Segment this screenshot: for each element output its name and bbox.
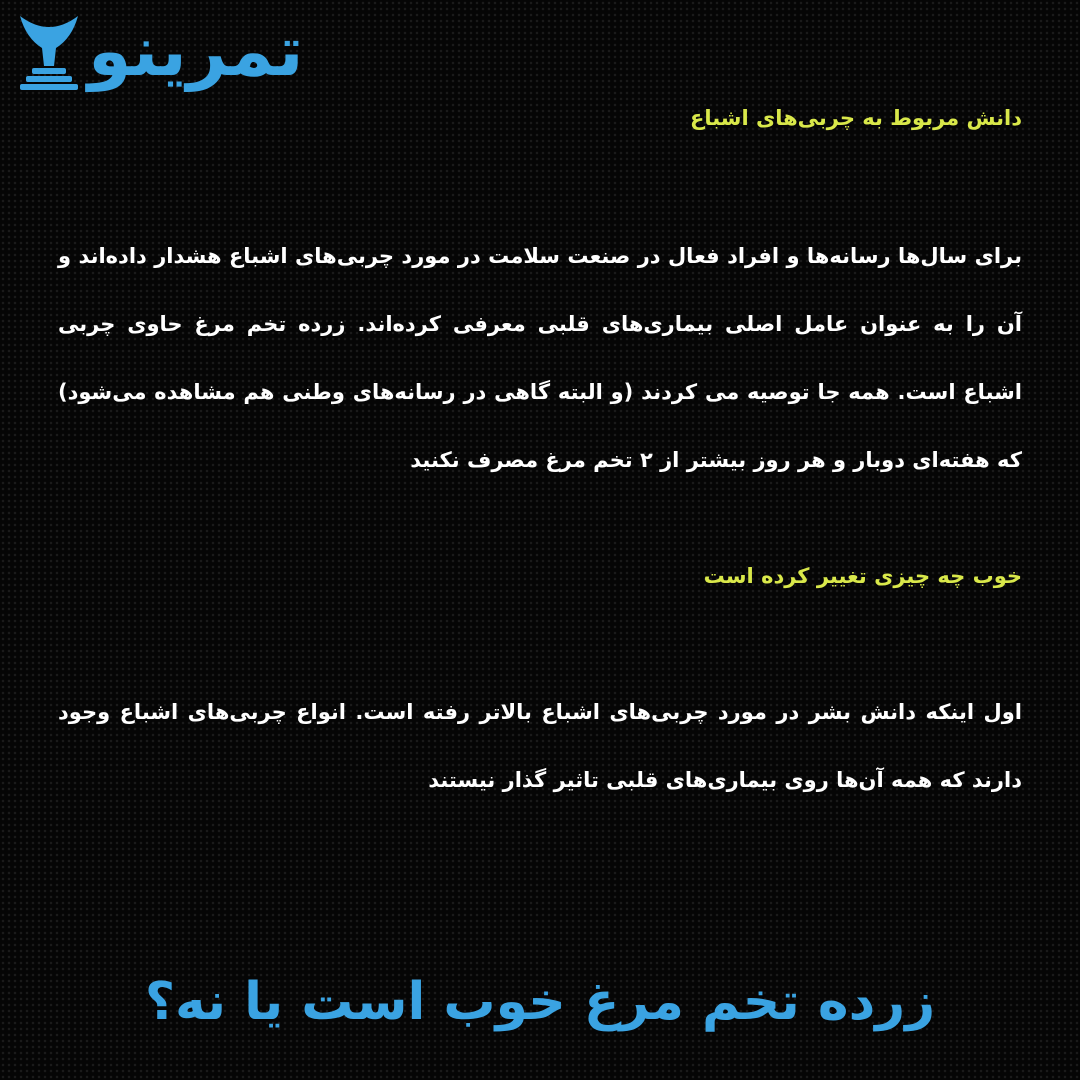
section-heading-saturated-fats: دانش مربوط به چربی‌های اشباع (689, 106, 1022, 130)
brand-logo (14, 8, 304, 94)
section-paragraph-what-changed: اول اینکه دانش بشر در مورد چربی‌های اشباع بالاتر رفته است. انواع چربی‌های اشباع وجود دارند که همه آن‌ها روی بیماری‌های قلبی تاثیر گذار نیستند (58, 700, 1022, 792)
chalice-logo-icon (14, 8, 84, 94)
brand-name: تمرینو (88, 10, 304, 92)
section-heading-what-changed: خوب چه چیزی تغییر کرده است (703, 564, 1022, 588)
footer-title: زرده تخم مرغ خوب است یا نه؟ (144, 972, 936, 1032)
section-paragraph-saturated-fats: برای سال‌ها رسانه‌ها و افراد فعال در صنعت سلامت در مورد چربی‌های اشباع هشدار داده‌اند و آن را به عنوان عامل اصلی بیماری‌های قلبی معرفی کرده‌اند. زرده تخم مرغ حاوی چربی اشباع است. همه جا توصیه می کردند (و البته گاهی در رسانه‌های وطنی هم مشاهده می‌شود) که هفته‌ای دوبار و هر روز بیشتر از ۲ تخم مرغ مصرف نکنید (58, 244, 1022, 472)
